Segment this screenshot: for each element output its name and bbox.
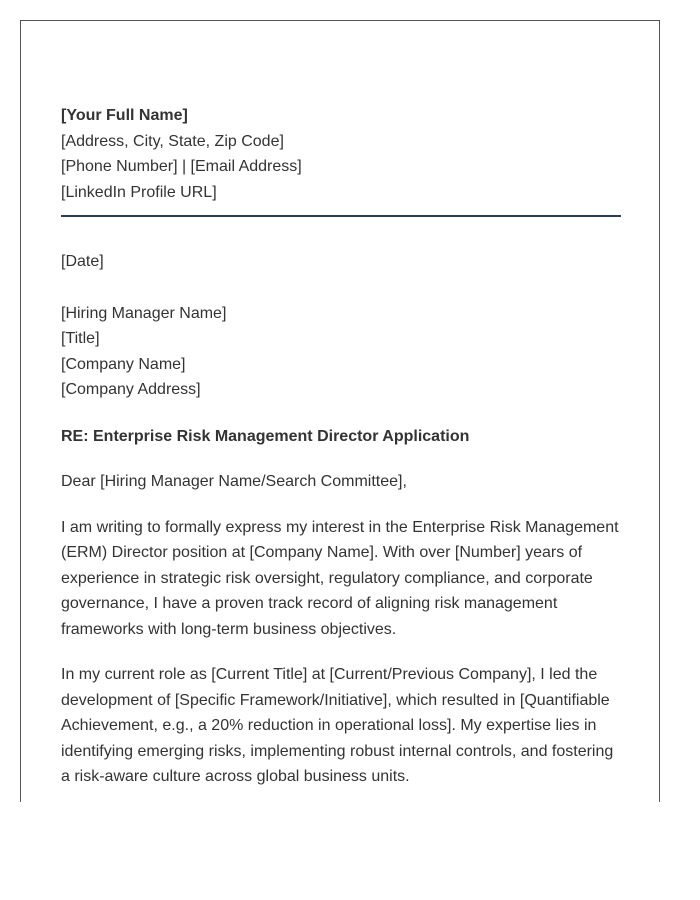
paragraph-line: frameworks with long-term business objectives.	[61, 620, 397, 638]
sender-name: [Your Full Name]	[61, 107, 188, 124]
letter-content	[61, 103, 621, 790]
body-paragraph-2	[61, 662, 621, 790]
paragraph-line: identifying emerging risks, implementing robust internal controls, and fostering	[61, 742, 614, 760]
subject-line: RE: Enterprise Risk Management Director Application	[61, 427, 470, 445]
paragraph-line: development of [Specific Framework/Initiative], which resulted in [Quantifiable	[61, 691, 610, 709]
letter-page	[20, 20, 660, 802]
paragraph-line: In my current role as [Current Title] at [Current/Previous Company], I led the	[61, 666, 598, 683]
paragraph-line: a risk-aware culture across global business units.	[61, 768, 410, 785]
sender-contact: [Phone Number] | [Email Address]	[61, 158, 302, 175]
body-paragraph-1	[61, 515, 621, 643]
header-divider	[61, 215, 621, 217]
salutation: Dear [Hiring Manager Name/Search Committee],	[61, 473, 407, 490]
paragraph-line: Achievement, e.g., a 20% reduction in operational loss]. My expertise lies in	[61, 717, 597, 734]
recipient-company: [Company Name]	[61, 355, 186, 373]
recipient-name: [Hiring Manager Name]	[61, 304, 227, 322]
sender-address: [Address, City, State, Zip Code]	[61, 132, 284, 150]
recipient-address: [Company Address]	[61, 381, 201, 398]
recipient-title: [Title]	[61, 330, 100, 347]
paragraph-line: (ERM) Director position at [Company Name]. With over [Number] years of	[61, 544, 583, 561]
paragraph-line: experience in strategic risk oversight, regulatory compliance, and corporate	[61, 569, 593, 587]
sender-linkedin: [LinkedIn Profile URL]	[61, 183, 217, 201]
recipient-block	[61, 301, 621, 403]
paragraph-line: I am writing to formally express my interest in the Enterprise Risk Management	[61, 518, 619, 536]
letter-date: [Date]	[61, 253, 104, 270]
paragraph-line: governance, I have a proven track record of aligning risk management	[61, 595, 558, 612]
sender-block	[61, 103, 621, 205]
